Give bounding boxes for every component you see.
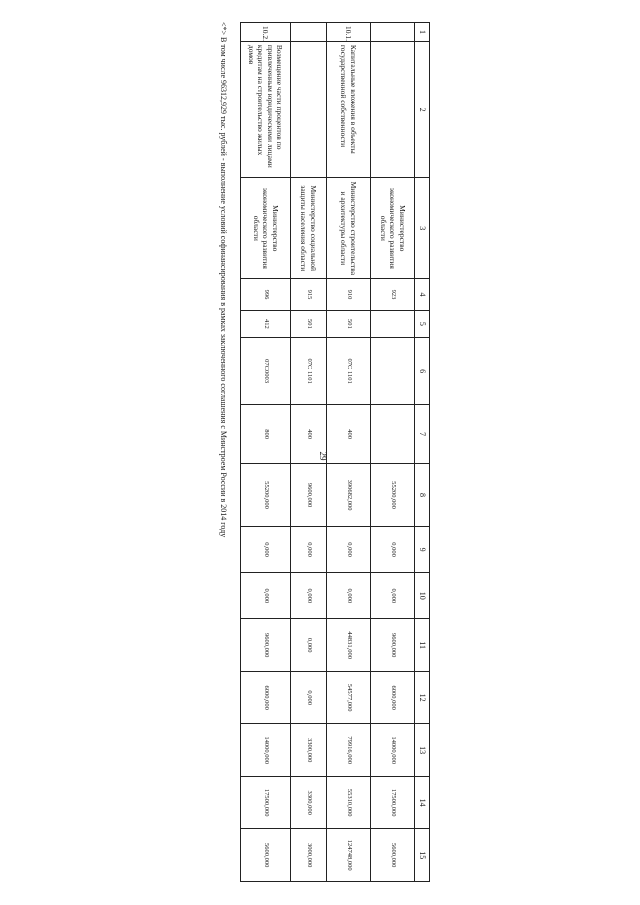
header-cell: 5 [415, 310, 430, 337]
code-cell: 07С 1101 [327, 338, 371, 405]
header-cell: 13 [415, 724, 430, 777]
code-cell: 800 [241, 405, 291, 464]
value-cell: 14000,000 [241, 724, 291, 777]
value-cell: 55200,000 [371, 464, 415, 527]
value-cell: 17500,000 [371, 776, 415, 829]
page-number: 29 [318, 451, 328, 461]
value-cell: 390682,000 [327, 464, 371, 527]
value-cell: 0,000 [371, 573, 415, 619]
code-cell: 915 [291, 279, 327, 311]
table-row [291, 23, 327, 882]
footnote: <*> В том числе 96312,929 тыс. рублей - выполнение условий софинансирования в рамках заключенного соглашения с Минстроем России в 2014 году [219, 22, 228, 538]
measure-name-cell: Возмещение части процентов по привлеченным юридическими лицами кредитам на строительство жилых домов [241, 41, 291, 178]
value-cell: 9600,000 [371, 619, 415, 672]
measure-name-cell [371, 41, 415, 178]
code-cell: 07С 1101 [291, 338, 327, 405]
header-cell: 15 [415, 829, 430, 882]
executor-cell: Министерство экономического развития области [241, 178, 291, 279]
code-cell: 501 [291, 310, 327, 337]
value-cell: 0,000 [291, 619, 327, 672]
header-cell: 11 [415, 619, 430, 672]
value-cell: 3000,000 [291, 829, 327, 882]
table-row [241, 23, 291, 882]
value-cell: 14000,000 [371, 724, 415, 777]
table-row [327, 23, 371, 882]
value-cell: 79916,000 [327, 724, 371, 777]
header-cell: 9 [415, 527, 430, 573]
header-cell: 1 [415, 23, 430, 42]
value-cell: 0,000 [241, 527, 291, 573]
value-cell: 54577,000 [327, 671, 371, 724]
header-cell: 2 [415, 41, 430, 178]
code-cell [371, 405, 415, 464]
budget-table [240, 22, 430, 882]
code-cell: 412 [241, 310, 291, 337]
value-cell: 9600,000 [291, 464, 327, 527]
value-cell: 9600,000 [241, 619, 291, 672]
code-cell: 996 [241, 279, 291, 311]
header-cell: 4 [415, 279, 430, 311]
row-number-cell [371, 23, 415, 42]
rotated-table-stage [210, 22, 430, 882]
measure-name-cell [291, 41, 327, 178]
value-cell: 0,000 [327, 573, 371, 619]
value-cell: 6000,000 [371, 671, 415, 724]
row-number-cell [291, 23, 327, 42]
value-cell: 55310,000 [327, 776, 371, 829]
value-cell: 5600,000 [241, 829, 291, 882]
row-number-cell: 10.1. [327, 23, 371, 42]
value-cell: 5600,000 [371, 829, 415, 882]
value-cell: 124748,000 [327, 829, 371, 882]
value-cell: 0,000 [371, 527, 415, 573]
header-cell: 6 [415, 338, 430, 405]
header-cell: 14 [415, 776, 430, 829]
header-cell: 3 [415, 178, 430, 279]
header-cell: 7 [415, 405, 430, 464]
table-row [371, 23, 415, 882]
value-cell: 3300,000 [291, 724, 327, 777]
code-cell: 501 [327, 310, 371, 337]
executor-cell: Министерство социальной защиты населения области [291, 178, 327, 279]
code-cell: 910 [327, 279, 371, 311]
value-cell: 44831,000 [327, 619, 371, 672]
code-cell: 07С0003 [241, 338, 291, 405]
executor-cell: Министерство экономического развития области [371, 178, 415, 279]
value-cell: 0,000 [291, 671, 327, 724]
header-cell: 8 [415, 464, 430, 527]
header-cell: 12 [415, 671, 430, 724]
value-cell: 3300,000 [291, 776, 327, 829]
code-cell [371, 310, 415, 337]
value-cell: 0,000 [327, 527, 371, 573]
measure-name-cell: Капитальные вложения в объекты государственной собственности [327, 41, 371, 178]
value-cell: 17500,000 [241, 776, 291, 829]
value-cell: 0,000 [291, 573, 327, 619]
row-number-cell: 10.2. [241, 23, 291, 42]
executor-cell: Министерство строительства и архитектуры области [327, 178, 371, 279]
value-cell: 0,000 [291, 527, 327, 573]
header-row [415, 23, 430, 882]
code-cell: 400 [291, 405, 327, 464]
code-cell: 400 [327, 405, 371, 464]
code-cell: 923 [371, 279, 415, 311]
header-cell: 10 [415, 573, 430, 619]
value-cell: 6000,000 [241, 671, 291, 724]
value-cell: 55200,000 [241, 464, 291, 527]
code-cell [371, 338, 415, 405]
value-cell: 0,000 [241, 573, 291, 619]
